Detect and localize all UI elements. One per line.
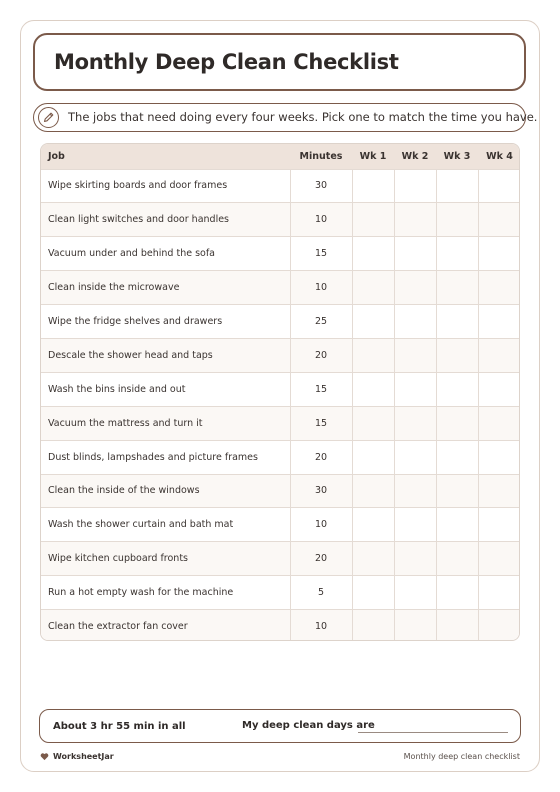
week-2-tick-cell[interactable] [394, 372, 436, 406]
deep-clean-days-field[interactable] [358, 732, 508, 733]
week-1-tick-cell[interactable] [352, 610, 394, 641]
table-row [41, 610, 520, 641]
week-2-tick-cell[interactable] [394, 610, 436, 641]
job-minutes: 10 [290, 203, 352, 237]
job-minutes: 25 [290, 305, 352, 339]
table-row [41, 169, 520, 203]
week-2-tick-cell[interactable] [394, 271, 436, 305]
week-1-tick-cell[interactable] [352, 237, 394, 271]
job-minutes: 10 [290, 508, 352, 542]
week-2-tick-cell[interactable] [394, 508, 436, 542]
week-1-tick-cell[interactable] [352, 169, 394, 203]
job-minutes: 30 [290, 169, 352, 203]
table-row [41, 338, 520, 372]
week-3-tick-cell[interactable] [436, 508, 478, 542]
table-row [41, 305, 520, 339]
column-header-job: Job [48, 150, 65, 162]
job-name: Clean the inside of the windows [41, 474, 290, 508]
job-name: Clean the extractor fan cover [41, 610, 290, 641]
heart-icon [40, 752, 49, 761]
job-name: Wash the shower curtain and bath mat [41, 508, 290, 542]
week-1-tick-cell[interactable] [352, 474, 394, 508]
job-minutes: 20 [290, 542, 352, 576]
job-name: Clean inside the microwave [41, 271, 290, 305]
week-3-tick-cell[interactable] [436, 237, 478, 271]
week-3-tick-cell[interactable] [436, 203, 478, 237]
table-row [41, 440, 520, 474]
job-minutes: 15 [290, 372, 352, 406]
week-2-tick-cell[interactable] [394, 237, 436, 271]
table-header-row [41, 144, 520, 169]
week-4-tick-cell[interactable] [478, 610, 520, 641]
job-name: Wipe the fridge shelves and drawers [41, 305, 290, 339]
job-minutes: 5 [290, 576, 352, 610]
column-header-minutes: Minutes [299, 150, 343, 162]
job-minutes: 30 [290, 474, 352, 508]
week-2-tick-cell[interactable] [394, 474, 436, 508]
week-2-tick-cell[interactable] [394, 406, 436, 440]
job-minutes: 15 [290, 237, 352, 271]
total-time: About 3 hr 55 min in all [53, 721, 186, 732]
week-1-tick-cell[interactable] [352, 305, 394, 339]
job-minutes: 20 [290, 440, 352, 474]
job-name: Wipe kitchen cupboard fronts [41, 542, 290, 576]
column-header-wk4: Wk 4 [486, 150, 513, 162]
week-2-tick-cell[interactable] [394, 542, 436, 576]
table-row [41, 271, 520, 305]
footer-box [39, 709, 521, 743]
table-row [41, 542, 520, 576]
week-1-tick-cell[interactable] [352, 338, 394, 372]
brand [40, 752, 114, 761]
week-4-tick-cell[interactable] [478, 169, 520, 203]
job-minutes: 20 [290, 338, 352, 372]
brand-name: WorksheetJar [53, 752, 114, 761]
table-row [41, 576, 520, 610]
job-name: Vacuum under and behind the sofa [41, 237, 290, 271]
footer-caption: Monthly deep clean checklist [403, 752, 520, 761]
week-1-tick-cell[interactable] [352, 508, 394, 542]
week-4-tick-cell[interactable] [478, 372, 520, 406]
title-box [33, 33, 526, 91]
job-name: Vacuum the mattress and turn it [41, 406, 290, 440]
week-3-tick-cell[interactable] [436, 271, 478, 305]
page-title: Monthly Deep Clean Checklist [54, 50, 399, 74]
week-3-tick-cell[interactable] [436, 542, 478, 576]
intro-text: The jobs that need doing every four weeks. Pick one to match the time you have. [68, 110, 538, 124]
table-row [41, 508, 520, 542]
week-4-tick-cell[interactable] [478, 237, 520, 271]
week-4-tick-cell[interactable] [478, 508, 520, 542]
week-1-tick-cell[interactable] [352, 203, 394, 237]
table-row [41, 474, 520, 508]
pencil-icon [38, 107, 59, 128]
week-2-tick-cell[interactable] [394, 305, 436, 339]
job-name: Clean light switches and door handles [41, 203, 290, 237]
week-3-tick-cell[interactable] [436, 576, 478, 610]
week-3-tick-cell[interactable] [436, 338, 478, 372]
week-1-tick-cell[interactable] [352, 576, 394, 610]
week-1-tick-cell[interactable] [352, 440, 394, 474]
column-header-wk1: Wk 1 [359, 150, 387, 162]
week-1-tick-cell[interactable] [352, 542, 394, 576]
table-row [41, 237, 520, 271]
week-3-tick-cell[interactable] [436, 305, 478, 339]
job-name: Wipe skirting boards and door frames [41, 169, 290, 203]
column-header-wk2: Wk 2 [401, 150, 429, 162]
week-3-tick-cell[interactable] [436, 440, 478, 474]
week-3-tick-cell[interactable] [436, 610, 478, 641]
intro-box [33, 103, 538, 132]
week-2-tick-cell[interactable] [394, 338, 436, 372]
job-name: Wash the bins inside and out [41, 372, 290, 406]
week-2-tick-cell[interactable] [394, 576, 436, 610]
job-name: Descale the shower head and taps [41, 338, 290, 372]
table-row [41, 203, 520, 237]
checklist-table [40, 143, 520, 641]
week-4-tick-cell[interactable] [478, 338, 520, 372]
week-3-tick-cell[interactable] [436, 372, 478, 406]
job-name: Dust blinds, lampshades and picture frames [41, 440, 290, 474]
week-2-tick-cell[interactable] [394, 169, 436, 203]
week-2-tick-cell[interactable] [394, 440, 436, 474]
week-2-tick-cell[interactable] [394, 203, 436, 237]
week-4-tick-cell[interactable] [478, 271, 520, 305]
week-3-tick-cell[interactable] [436, 474, 478, 508]
week-4-tick-cell[interactable] [478, 440, 520, 474]
deep-clean-days-label: My deep clean days are [242, 720, 375, 731]
week-1-tick-cell[interactable] [352, 406, 394, 440]
table-row [41, 372, 520, 406]
week-3-tick-cell[interactable] [436, 169, 478, 203]
week-1-tick-cell[interactable] [352, 271, 394, 305]
week-4-tick-cell[interactable] [478, 406, 520, 440]
week-4-tick-cell[interactable] [478, 542, 520, 576]
week-4-tick-cell[interactable] [478, 203, 520, 237]
job-name: Run a hot empty wash for the machine [41, 576, 290, 610]
table-row [41, 406, 520, 440]
week-3-tick-cell[interactable] [436, 406, 478, 440]
week-1-tick-cell[interactable] [352, 372, 394, 406]
job-minutes: 10 [290, 610, 352, 641]
job-minutes: 15 [290, 406, 352, 440]
week-4-tick-cell[interactable] [478, 576, 520, 610]
column-header-wk3: Wk 3 [443, 150, 471, 162]
job-minutes: 10 [290, 271, 352, 305]
week-4-tick-cell[interactable] [478, 305, 520, 339]
week-4-tick-cell[interactable] [478, 474, 520, 508]
